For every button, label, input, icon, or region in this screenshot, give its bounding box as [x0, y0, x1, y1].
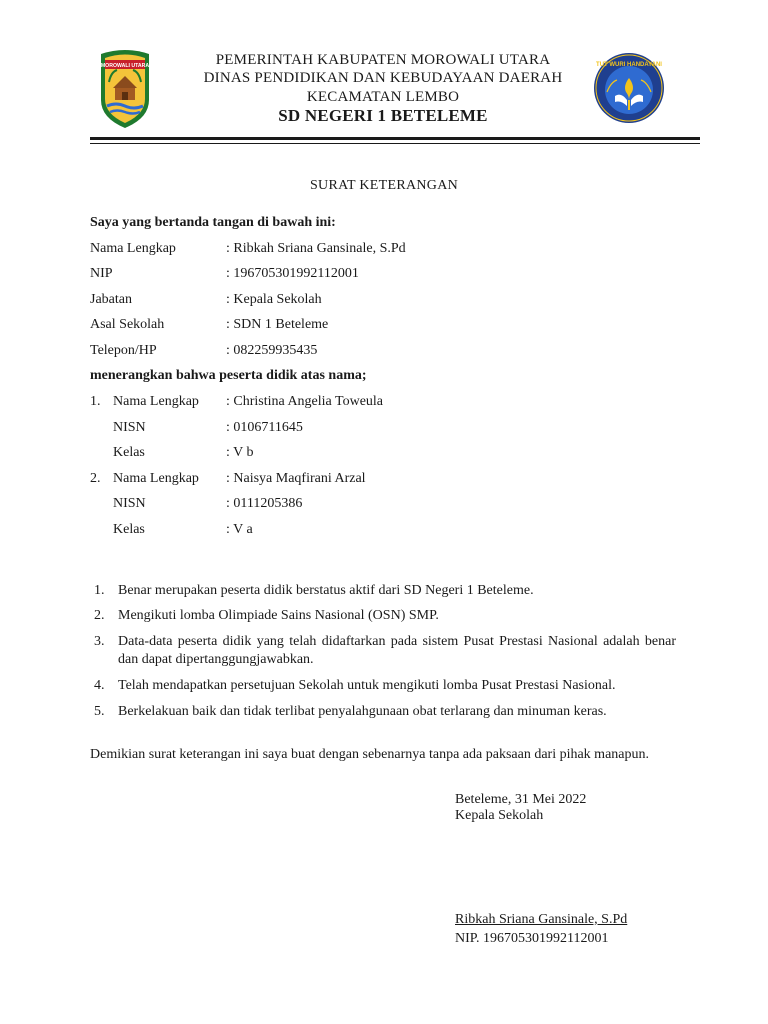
signature-name: Ribkah Sriana Gansinale, S.Pd [455, 912, 628, 927]
header-divider-thick [90, 137, 700, 140]
crest-text: MOROWALI UTARA [100, 63, 150, 69]
letter-title: SURAT KETERANGAN [309, 178, 459, 193]
signer-phone-value: : 082259935435 [226, 343, 318, 358]
header-line-school: SD NEGERI 1 BETELEME [278, 106, 488, 125]
student-2-class-value: : V a [226, 522, 253, 537]
statement-2-number: 2. [94, 608, 105, 623]
signer-phone-label: Telepon/HP [90, 343, 157, 358]
statement-3-number: 3. [94, 634, 105, 649]
header-line-agency: DINAS PENDIDIKAN DAN KEBUDAYAAN DAERAH [203, 70, 563, 86]
regency-crest-icon [97, 48, 153, 130]
signer-school-label: Asal Sekolah [90, 317, 165, 332]
student-2-name-label: Nama Lengkap [113, 471, 199, 486]
student-2-nisn-value: : 0111205386 [226, 496, 303, 511]
student-1-name-value: : Christina Angelia Toweula [226, 394, 384, 409]
statement-4-number: 4. [94, 678, 105, 693]
tut-wuri-handayani-icon [593, 52, 665, 124]
header-divider-thin [90, 143, 700, 144]
signer-position-label: Jabatan [90, 292, 132, 307]
tut-wuri-text: TUT WURI HANDAYANI [596, 62, 662, 68]
students-intro-text: menerangkan bahwa peserta didik atas nama; [90, 368, 367, 383]
signer-nip-label: NIP [90, 266, 113, 281]
student-2-number: 2. [90, 471, 101, 486]
signer-name-value: : Ribkah Sriana Gansinale, S.Pd [226, 241, 406, 256]
header-line-government: PEMERINTAH KABUPATEN MOROWALI UTARA [215, 52, 551, 68]
signer-name-label: Nama Lengkap [90, 241, 176, 256]
statement-5-text: Berkelakuan baik dan tidak terlibat penyalahgunaan obat terlarang dan minuman keras. [118, 704, 607, 719]
signature-nip: NIP. 196705301992112001 [455, 931, 609, 946]
student-2-class-label: Kelas [113, 522, 145, 537]
student-1-nisn-value: : 0106711645 [226, 420, 303, 435]
student-1-class-value: : V b [226, 445, 254, 460]
statement-5-number: 5. [94, 704, 105, 719]
statement-1-text: Benar merupakan peserta didik berstatus aktif dari SD Negeri 1 Beteleme. [118, 583, 534, 598]
signature-place-date: Beteleme, 31 Mei 2022 [455, 792, 587, 807]
statement-2-text: Mengikuti lomba Olimpiade Sains Nasional (OSN) SMP. [118, 608, 439, 623]
signature-position: Kepala Sekolah [455, 808, 544, 823]
student-2-name-value: : Naisya Maqfirani Arzal [226, 471, 366, 486]
student-1-number: 1. [90, 394, 101, 409]
student-1-nisn-label: NISN [113, 420, 146, 435]
closing-text: Demikian surat keterangan ini saya buat dengan sebenarnya tanpa ada paksaan dari pihak manapun. [90, 747, 650, 762]
signer-school-value: : SDN 1 Beteleme [226, 317, 329, 332]
statement-3-text: Data-data peserta didik yang telah didaftarkan pada sistem Pusat Prestasi Nasional adalah benar dan dapat dipertanggungjawabkan. [118, 634, 676, 667]
header-line-district: KECAMATAN LEMBO [306, 89, 460, 105]
student-2-nisn-label: NISN [113, 496, 146, 511]
student-1-name-label: Nama Lengkap [113, 394, 199, 409]
intro-text: Saya yang bertanda tangan di bawah ini: [90, 215, 336, 230]
signer-position-value: : Kepala Sekolah [226, 292, 322, 307]
student-1-class-label: Kelas [113, 445, 145, 460]
signer-nip-value: : 196705301992112001 [226, 266, 359, 281]
statement-1-number: 1. [94, 583, 105, 598]
statement-4-text: Telah mendapatkan persetujuan Sekolah untuk mengikuti lomba Pusat Prestasi Nasional. [118, 678, 616, 693]
